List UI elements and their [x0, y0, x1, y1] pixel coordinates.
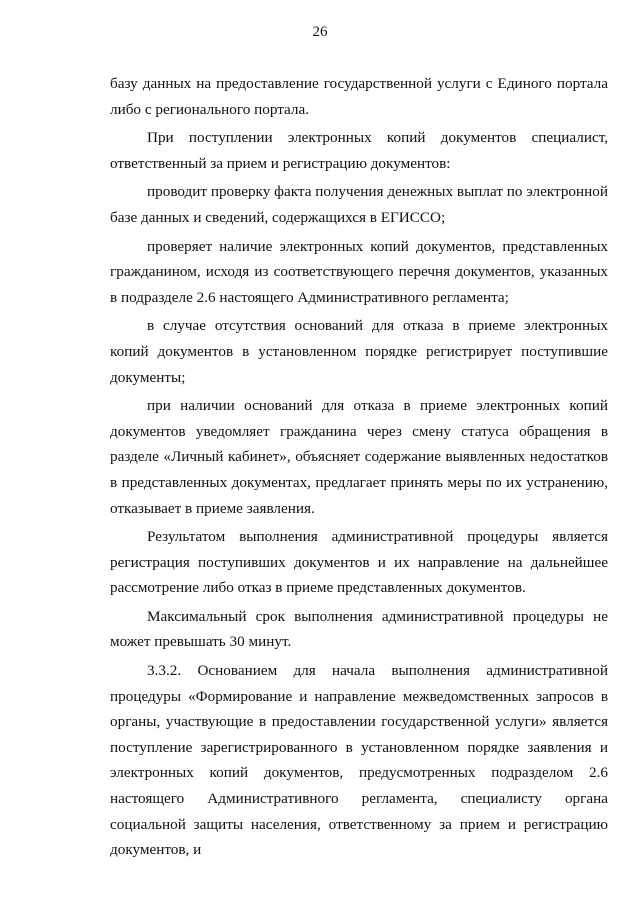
- paragraph-result: Результатом выполнения административной процедуры является регистрация поступивших документов и их направление на дальнейшее рассмотрение либо отказ в приеме представленных документов.: [110, 528, 608, 597]
- paragraph-egisso-check: проводит проверку факта получения денежных выплат по электронной базе данных и сведений, содержащихся в ЕГИССО;: [110, 183, 609, 226]
- paragraph-registration: в случае отсутствия оснований для отказа в приеме электронных копий документов в установленном порядке регистрирует поступившие документы;: [110, 317, 608, 386]
- paragraph-document-check: проверяет наличие электронных копий документов, представленных гражданином, исходя из соответствующего перечня документов, указанных в подразделе 2.6 настоящего Административного регламента;: [110, 237, 608, 306]
- paragraph-receipt-of-copies: При поступлении электронных копий документов специалист, ответственный за прием и регистрацию документов:: [110, 129, 608, 172]
- paragraph-continuation: базу данных на предоставление государственной услуги с Единого портала либо с регионального портала.: [110, 75, 608, 118]
- paragraph-refusal-notice: при наличии оснований для отказа в приеме электронных копий документов уведомляет гражданина через смену статуса обращения в разделе «Личный кабинет», объясняет содержание выявленных недостатков в представленных документах, предлагает принять меры по их устранению, отказывает в приеме заявления.: [110, 397, 608, 517]
- paragraph-section-3-3-2: 3.3.2. Основанием для начала выполнения административной процедуры «Формирование и направление межведомственных запросов в органы, участвующие в предоставлении государственной услуги» является поступление зарегистрированного в установленном порядке заявления и электронных копий документов, предусмотренных подразделом 2.6 настоящего Административного регламента, специалисту органа социальной защиты населения, ответственному за прием и регистрацию документов, и: [110, 662, 608, 859]
- page-number: 26: [312, 24, 328, 40]
- paragraph-max-duration: Максимальный срок выполнения административной процедуры не может превышать 30 минут.: [110, 607, 608, 651]
- document-body: [110, 71, 608, 863]
